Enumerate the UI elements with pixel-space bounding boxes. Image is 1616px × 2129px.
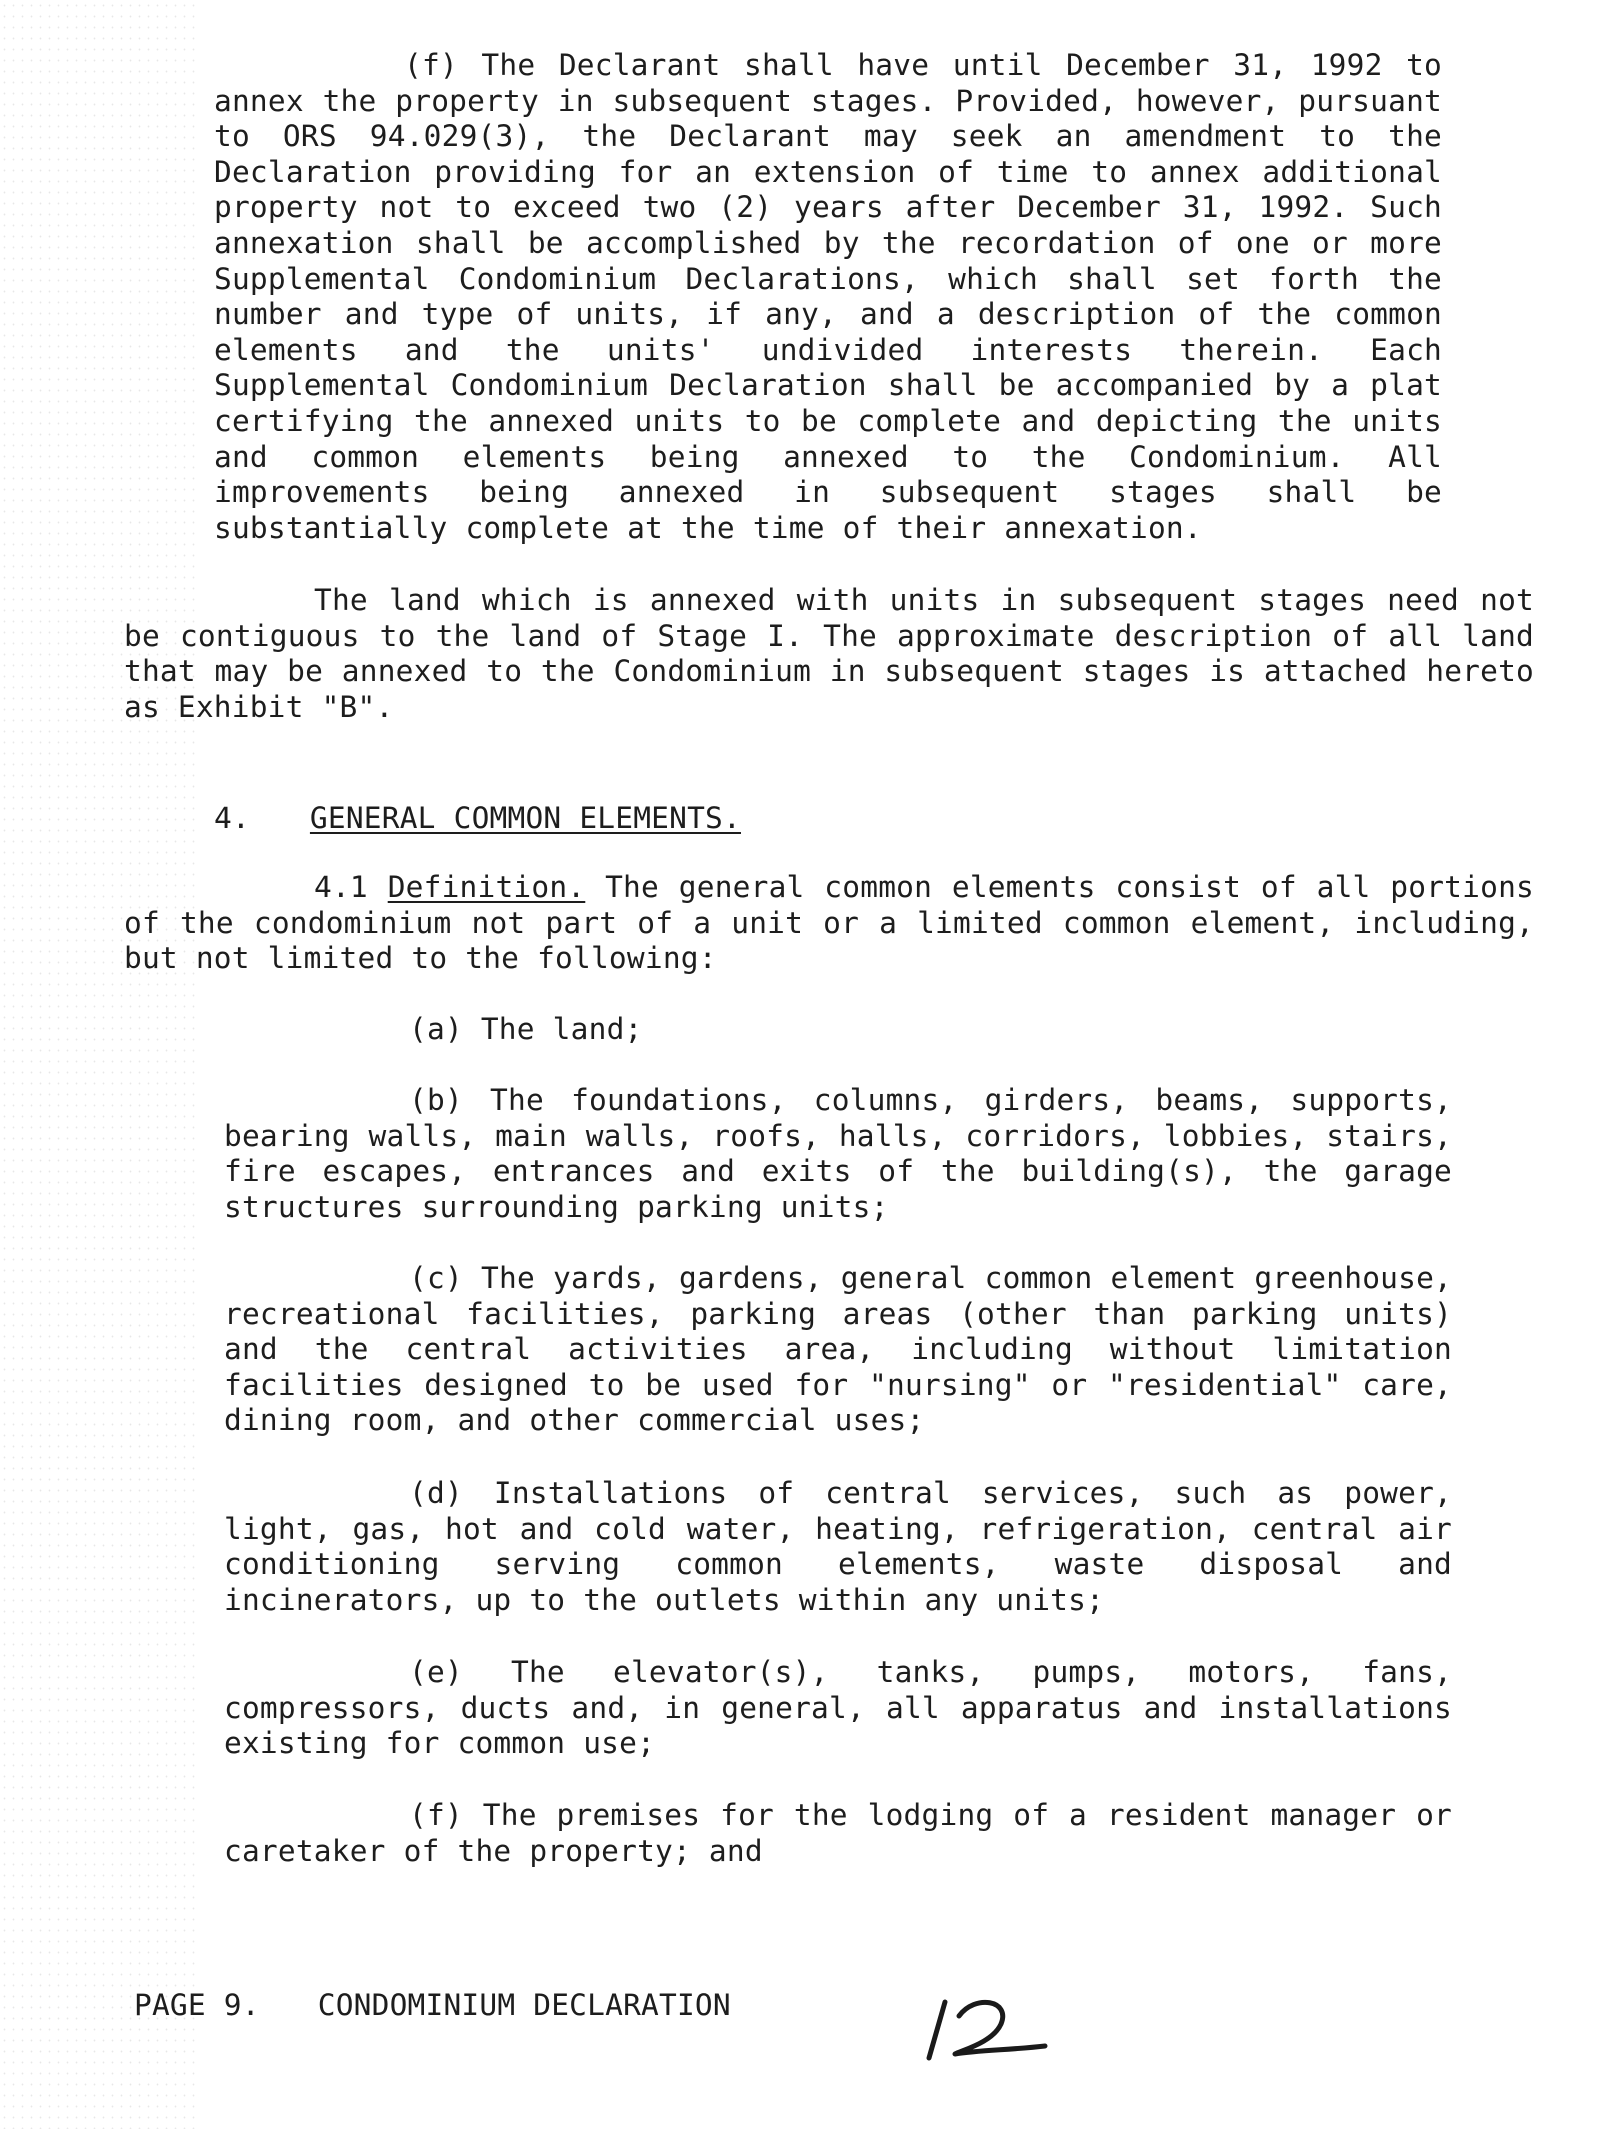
section-4-number: 4. <box>214 801 250 835</box>
paragraph-4-1 <box>124 870 1534 977</box>
footer-document-title: CONDOMINIUM DECLARATION <box>317 1988 731 2022</box>
list-item-a: (a) The land; <box>409 1012 643 1046</box>
scan-noise <box>0 0 200 2129</box>
list-item-f: (f) The premises for the lodging of a resident manager or caretaker of the property; and <box>224 1798 1452 1868</box>
subsection-title: Definition. <box>387 870 586 904</box>
list-item-b: (b) The foundations, columns, girders, beams, supports, bearing walls, main walls, roofs, halls, corridors, lobbies, stairs, fire escapes, entrances and exits of the building(s), the garage structures surrounding parking units; <box>224 1083 1452 1224</box>
page-number-label: PAGE 9. <box>134 1988 260 2022</box>
list-item-d: (d) Installations of central services, such as power, light, gas, hot and cold water, heating, refrigeration, central air conditioning serving common elements, waste disposal and incinerators, up to the outlets within any units; <box>224 1476 1452 1617</box>
list-item-e: (e) The elevator(s), tanks, pumps, motors, fans, compressors, ducts and, in general, all apparatus and installations existing for common use; <box>224 1655 1452 1761</box>
subsection-number: 4.1 <box>314 870 368 904</box>
list-item-c: (c) The yards, gardens, general common element greenhouse, recreational facilities, parking areas (other than parking units) and the central activities area, including without limitation facilities designed to be used for "nursing" or "residential" care, dining room, and other commercial uses; <box>224 1261 1452 1438</box>
page-footer <box>134 1987 731 2023</box>
section-4-heading <box>214 800 741 836</box>
handwritten-page-number <box>915 1980 1055 2080</box>
paragraph-3f: (f) The Declarant shall have until December 31, 1992 to annex the property in subsequent stages. Provided, however, pursuant to ORS 94.029(3), the Declarant may seek an amendment to the Declaration providing for an extension of time to annex additional property not to exceed two (2) years after December 31, 1992. Such annexation shall be accomplished by the recordation of one or more Supplemental Condominium Declarations, which shall set forth the number and type of units, if any, and a description of the common elements and the units' undivided interests therein. Each Supplemental Condominium Declaration shall be accompanied by a plat certifying the annexed units to be complete and depicting the units and common elements being annexed to the Condominium. All improvements being annexed in subsequent stages shall be substantially complete at the time of their annexation. <box>214 48 1442 545</box>
subsection-intro: The general common elements consist of all portions of the condominium not part of a unit or a limited common element, including, but not limited to the following: <box>124 870 1534 976</box>
paragraph-land: The land which is annexed with units in subsequent stages need not be contiguous to the land of Stage I. The approximate description of all land that may be annexed to the Condominium in subsequent stages is attached hereto as Exhibit "B". <box>124 583 1534 724</box>
section-4-title: GENERAL COMMON ELEMENTS. <box>309 801 741 835</box>
